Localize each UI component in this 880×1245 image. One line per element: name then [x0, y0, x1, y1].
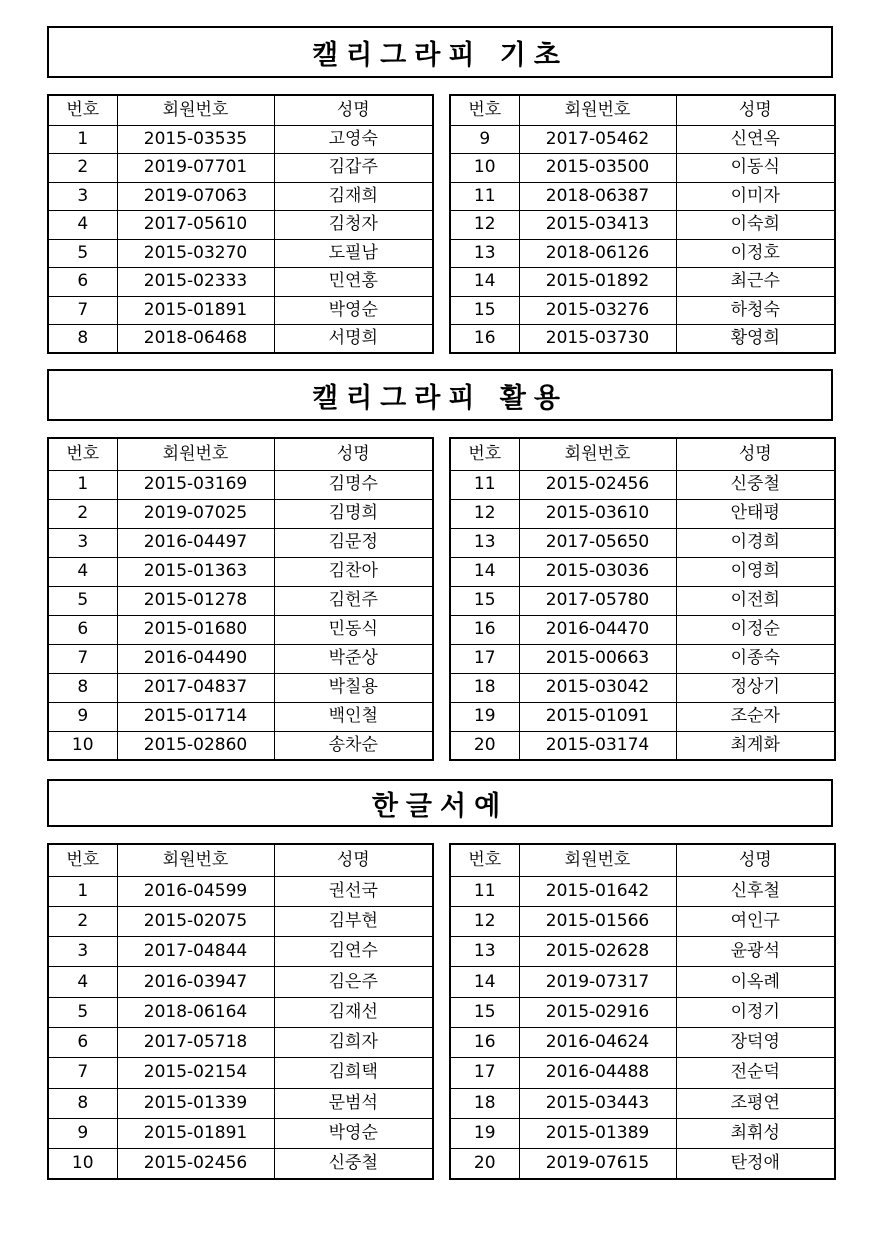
- member-id: 2015-03535: [117, 125, 274, 154]
- row-number: 2: [48, 154, 117, 183]
- table-row: [450, 1088, 835, 1118]
- table-row: [450, 268, 835, 297]
- table-row: [48, 499, 433, 528]
- table-row: [450, 239, 835, 268]
- table-row: [48, 1088, 433, 1118]
- section-title: 캘리그라피 활용: [47, 369, 833, 421]
- member-name: 신연옥: [676, 125, 835, 154]
- row-number: 4: [48, 211, 117, 240]
- member-name: 권선국: [274, 876, 433, 906]
- member-name: 신중철: [274, 1149, 433, 1179]
- member-id: 2015-02075: [117, 906, 274, 936]
- table-row: [450, 557, 835, 586]
- member-id: 2016-04470: [519, 615, 676, 644]
- row-number: 7: [48, 644, 117, 673]
- row-number: 1: [48, 125, 117, 154]
- member-name: 황영희: [676, 325, 835, 354]
- table-row: [450, 937, 835, 967]
- row-number: 16: [450, 325, 519, 354]
- row-number: 10: [48, 1149, 117, 1179]
- table-row: [48, 673, 433, 702]
- member-id: 2016-04488: [519, 1058, 676, 1088]
- table-row: [48, 125, 433, 154]
- member-name: 안태평: [676, 499, 835, 528]
- member-name: 전순덕: [676, 1058, 835, 1088]
- member-id: 2015-01891: [117, 296, 274, 325]
- header-member-id: 회원번호: [117, 844, 274, 876]
- row-number: 18: [450, 1088, 519, 1118]
- member-name: 조평연: [676, 1088, 835, 1118]
- member-id: 2017-05780: [519, 586, 676, 615]
- row-number: 9: [450, 125, 519, 154]
- member-name: 김문정: [274, 528, 433, 557]
- table-row: [450, 1027, 835, 1057]
- table-row: [48, 239, 433, 268]
- row-number: 9: [48, 1118, 117, 1148]
- member-name: 이미자: [676, 182, 835, 211]
- table-row: [48, 937, 433, 967]
- member-id: 2015-02456: [117, 1149, 274, 1179]
- member-name: 윤광석: [676, 937, 835, 967]
- header-member-id: 회원번호: [519, 438, 676, 470]
- table-row: [450, 470, 835, 499]
- table-row: [48, 1027, 433, 1057]
- member-id: 2015-01714: [117, 702, 274, 731]
- member-id: 2019-07063: [117, 182, 274, 211]
- row-number: 8: [48, 325, 117, 354]
- table-row: [450, 967, 835, 997]
- row-number: 6: [48, 1027, 117, 1057]
- row-number: 3: [48, 528, 117, 557]
- row-number: 2: [48, 499, 117, 528]
- table-row: [48, 154, 433, 183]
- table-row: [450, 528, 835, 557]
- member-name: 이정기: [676, 997, 835, 1027]
- member-name: 김청자: [274, 211, 433, 240]
- row-number: 11: [450, 876, 519, 906]
- table-row: [48, 702, 433, 731]
- table-row: [48, 1118, 433, 1148]
- table-row: [450, 182, 835, 211]
- member-id: 2015-01892: [519, 268, 676, 297]
- row-number: 8: [48, 673, 117, 702]
- member-name: 조순자: [676, 702, 835, 731]
- member-id: 2015-03036: [519, 557, 676, 586]
- header-name: 성명: [274, 438, 433, 470]
- row-number: 10: [450, 154, 519, 183]
- member-name: 이숙희: [676, 211, 835, 240]
- table-row: [450, 615, 835, 644]
- member-name: 서명희: [274, 325, 433, 354]
- row-number: 1: [48, 470, 117, 499]
- member-id: 2016-03947: [117, 967, 274, 997]
- table-row: [48, 967, 433, 997]
- row-number: 7: [48, 1058, 117, 1088]
- header-number: 번호: [48, 844, 117, 876]
- row-number: 20: [450, 1149, 519, 1179]
- member-name: 김찬아: [274, 557, 433, 586]
- row-number: 17: [450, 644, 519, 673]
- table-row: [450, 644, 835, 673]
- roster-table-left: [47, 437, 434, 761]
- row-number: 14: [450, 268, 519, 297]
- member-id: 2017-04837: [117, 673, 274, 702]
- member-name: 이종숙: [676, 644, 835, 673]
- member-id: 2015-01339: [117, 1088, 274, 1118]
- header-name: 성명: [676, 844, 835, 876]
- row-number: 4: [48, 557, 117, 586]
- row-number: 19: [450, 702, 519, 731]
- table-header-row: [48, 95, 433, 125]
- table-row: [48, 615, 433, 644]
- header-number: 번호: [450, 95, 519, 125]
- table-row: [450, 211, 835, 240]
- row-number: 18: [450, 673, 519, 702]
- row-number: 16: [450, 1027, 519, 1057]
- member-name: 고영숙: [274, 125, 433, 154]
- row-number: 10: [48, 731, 117, 760]
- row-number: 3: [48, 182, 117, 211]
- row-number: 5: [48, 997, 117, 1027]
- row-number: 17: [450, 1058, 519, 1088]
- header-member-id: 회원번호: [117, 95, 274, 125]
- member-name: 최근수: [676, 268, 835, 297]
- table-row: [48, 731, 433, 760]
- member-name: 이영희: [676, 557, 835, 586]
- member-id: 2015-02916: [519, 997, 676, 1027]
- table-row: [48, 1058, 433, 1088]
- header-member-id: 회원번호: [117, 438, 274, 470]
- member-id: 2015-01389: [519, 1118, 676, 1148]
- row-number: 2: [48, 906, 117, 936]
- member-name: 도필남: [274, 239, 433, 268]
- header-number: 번호: [450, 844, 519, 876]
- member-id: 2015-01566: [519, 906, 676, 936]
- table-header-row: [48, 844, 433, 876]
- member-name: 백인철: [274, 702, 433, 731]
- header-number: 번호: [450, 438, 519, 470]
- member-id: 2019-07615: [519, 1149, 676, 1179]
- member-id: 2015-03270: [117, 239, 274, 268]
- member-name: 김재선: [274, 997, 433, 1027]
- row-number: 15: [450, 997, 519, 1027]
- table-row: [450, 125, 835, 154]
- member-name: 이옥례: [676, 967, 835, 997]
- member-name: 신중철: [676, 470, 835, 499]
- row-number: 12: [450, 211, 519, 240]
- table-row: [450, 325, 835, 354]
- roster-table-right: [449, 437, 836, 761]
- table-row: [48, 1149, 433, 1179]
- table-row: [48, 586, 433, 615]
- member-name: 이정순: [676, 615, 835, 644]
- section-title: 한글서예: [47, 779, 833, 827]
- row-number: 5: [48, 239, 117, 268]
- header-member-id: 회원번호: [519, 95, 676, 125]
- member-id: 2017-04844: [117, 937, 274, 967]
- row-number: 12: [450, 906, 519, 936]
- member-name: 최계화: [676, 731, 835, 760]
- member-id: 2017-05610: [117, 211, 274, 240]
- member-id: 2019-07317: [519, 967, 676, 997]
- row-number: 6: [48, 268, 117, 297]
- member-id: 2015-01642: [519, 876, 676, 906]
- member-id: 2015-03042: [519, 673, 676, 702]
- table-row: [48, 470, 433, 499]
- header-name: 성명: [274, 95, 433, 125]
- member-id: 2015-02628: [519, 937, 676, 967]
- member-id: 2015-02456: [519, 470, 676, 499]
- header-name: 성명: [274, 844, 433, 876]
- member-name: 박영순: [274, 1118, 433, 1148]
- member-name: 이전희: [676, 586, 835, 615]
- member-id: 2018-06468: [117, 325, 274, 354]
- header-name: 성명: [676, 95, 835, 125]
- table-header-row: [450, 95, 835, 125]
- roster-table-left: [47, 843, 434, 1180]
- member-name: 김갑주: [274, 154, 433, 183]
- member-name: 김재희: [274, 182, 433, 211]
- member-id: 2016-04497: [117, 528, 274, 557]
- table-row: [48, 528, 433, 557]
- table-row: [450, 154, 835, 183]
- member-name: 박칠용: [274, 673, 433, 702]
- member-id: 2015-01091: [519, 702, 676, 731]
- row-number: 6: [48, 615, 117, 644]
- member-name: 김희자: [274, 1027, 433, 1057]
- member-name: 김은주: [274, 967, 433, 997]
- member-id: 2015-03443: [519, 1088, 676, 1118]
- header-number: 번호: [48, 438, 117, 470]
- member-id: 2016-04490: [117, 644, 274, 673]
- row-number: 5: [48, 586, 117, 615]
- header-number: 번호: [48, 95, 117, 125]
- row-number: 14: [450, 557, 519, 586]
- row-number: 1: [48, 876, 117, 906]
- table-row: [48, 268, 433, 297]
- row-number: 8: [48, 1088, 117, 1118]
- table-row: [48, 211, 433, 240]
- row-number: 3: [48, 937, 117, 967]
- member-name: 김부현: [274, 906, 433, 936]
- member-name: 이동식: [676, 154, 835, 183]
- member-name: 민연홍: [274, 268, 433, 297]
- member-name: 김연수: [274, 937, 433, 967]
- member-name: 문범석: [274, 1088, 433, 1118]
- row-number: 19: [450, 1118, 519, 1148]
- roster-table-right: [449, 843, 836, 1180]
- row-number: 4: [48, 967, 117, 997]
- table-row: [48, 644, 433, 673]
- section-title: 캘리그라피 기초: [47, 26, 833, 78]
- member-id: 2015-01891: [117, 1118, 274, 1148]
- table-row: [450, 731, 835, 760]
- member-id: 2015-03730: [519, 325, 676, 354]
- row-number: 14: [450, 967, 519, 997]
- member-name: 이정호: [676, 239, 835, 268]
- table-row: [450, 1058, 835, 1088]
- table-row: [48, 325, 433, 354]
- member-name: 이경희: [676, 528, 835, 557]
- header-member-id: 회원번호: [519, 844, 676, 876]
- table-row: [450, 296, 835, 325]
- table-row: [450, 702, 835, 731]
- member-name: 박준상: [274, 644, 433, 673]
- header-name: 성명: [676, 438, 835, 470]
- member-name: 박영순: [274, 296, 433, 325]
- member-id: 2019-07025: [117, 499, 274, 528]
- member-name: 송차순: [274, 731, 433, 760]
- member-id: 2015-03610: [519, 499, 676, 528]
- member-id: 2015-03413: [519, 211, 676, 240]
- member-id: 2015-03174: [519, 731, 676, 760]
- member-name: 김명수: [274, 470, 433, 499]
- member-id: 2016-04624: [519, 1027, 676, 1057]
- member-id: 2015-03500: [519, 154, 676, 183]
- member-id: 2015-01363: [117, 557, 274, 586]
- member-name: 장덕영: [676, 1027, 835, 1057]
- member-name: 김희택: [274, 1058, 433, 1088]
- member-id: 2015-02333: [117, 268, 274, 297]
- roster-table-right: [449, 94, 836, 354]
- table-row: [48, 876, 433, 906]
- member-name: 신후철: [676, 876, 835, 906]
- member-id: 2018-06164: [117, 997, 274, 1027]
- member-name: 여인구: [676, 906, 835, 936]
- row-number: 11: [450, 470, 519, 499]
- row-number: 13: [450, 528, 519, 557]
- table-row: [450, 1149, 835, 1179]
- member-id: 2015-03276: [519, 296, 676, 325]
- member-id: 2015-01278: [117, 586, 274, 615]
- member-id: 2015-00663: [519, 644, 676, 673]
- table-row: [450, 876, 835, 906]
- member-id: 2017-05718: [117, 1027, 274, 1057]
- member-id: 2015-02860: [117, 731, 274, 760]
- member-id: 2017-05462: [519, 125, 676, 154]
- table-row: [450, 997, 835, 1027]
- row-number: 11: [450, 182, 519, 211]
- member-name: 탄정애: [676, 1149, 835, 1179]
- member-id: 2018-06126: [519, 239, 676, 268]
- table-header-row: [450, 844, 835, 876]
- member-name: 하청숙: [676, 296, 835, 325]
- row-number: 15: [450, 296, 519, 325]
- table-row: [450, 906, 835, 936]
- row-number: 15: [450, 586, 519, 615]
- member-id: 2015-03169: [117, 470, 274, 499]
- row-number: 9: [48, 702, 117, 731]
- member-name: 최휘성: [676, 1118, 835, 1148]
- member-id: 2015-02154: [117, 1058, 274, 1088]
- member-id: 2016-04599: [117, 876, 274, 906]
- table-row: [48, 906, 433, 936]
- table-row: [450, 673, 835, 702]
- row-number: 12: [450, 499, 519, 528]
- table-row: [450, 1118, 835, 1148]
- row-number: 20: [450, 731, 519, 760]
- member-name: 김헌주: [274, 586, 433, 615]
- table-row: [48, 182, 433, 211]
- table-header-row: [450, 438, 835, 470]
- member-id: 2015-01680: [117, 615, 274, 644]
- member-id: 2019-07701: [117, 154, 274, 183]
- row-number: 7: [48, 296, 117, 325]
- row-number: 13: [450, 239, 519, 268]
- table-row: [48, 557, 433, 586]
- member-id: 2017-05650: [519, 528, 676, 557]
- row-number: 16: [450, 615, 519, 644]
- member-name: 김명희: [274, 499, 433, 528]
- roster-table-left: [47, 94, 434, 354]
- member-name: 민동식: [274, 615, 433, 644]
- table-header-row: [48, 438, 433, 470]
- table-row: [450, 586, 835, 615]
- table-row: [450, 499, 835, 528]
- member-name: 정상기: [676, 673, 835, 702]
- table-row: [48, 296, 433, 325]
- row-number: 13: [450, 937, 519, 967]
- table-row: [48, 997, 433, 1027]
- member-id: 2018-06387: [519, 182, 676, 211]
